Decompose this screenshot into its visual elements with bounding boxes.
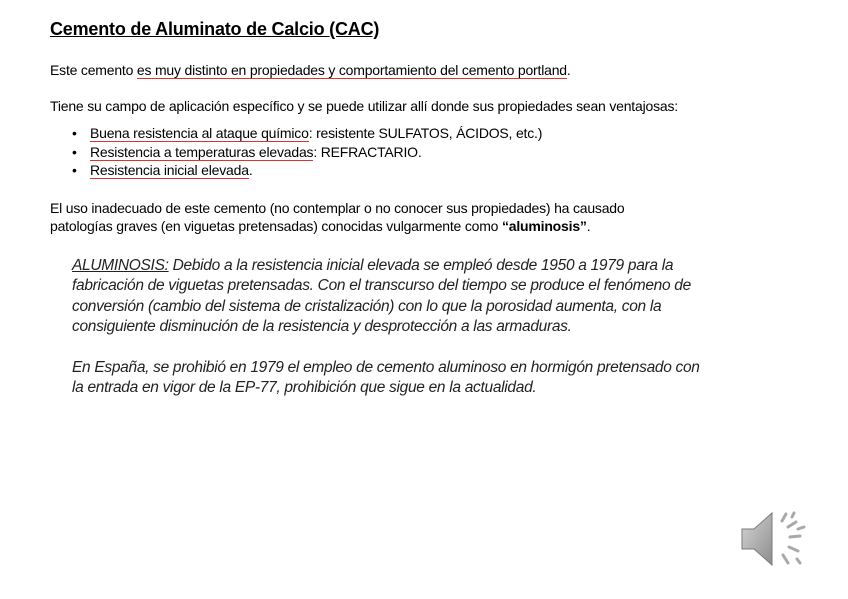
list-item-highlight: Buena resistencia al ataque químico [90,125,309,141]
spain-line-2: la entrada en vigor de la EP-77, prohibición que sigue en la actualidad. [72,379,537,397]
misuse-line-2-suffix: . [586,218,591,234]
aluminosis-line-1 [72,256,691,276]
list-item-text: : resistente SULFATOS, ÁCIDOS, etc.) [308,125,543,141]
slide-title: Cemento de Aluminato de Calcio (CAC) [50,19,380,39]
speaker-icon[interactable] [736,507,810,571]
list-item [72,124,542,143]
bullet-icon: • [72,125,77,141]
aluminosis-label: ALUMINOSIS: [72,257,169,274]
aluminosis-line-1-text: Debido a la resistencia inicial elevada se empleó desde 1950 a 1979 para la [168,257,674,274]
spain-line-1: En España, se prohibió en 1979 el empleo de cemento aluminoso en hormigón pretensado con [72,359,700,376]
intro-suffix: . [566,62,571,78]
list-item-highlight: Resistencia a temperaturas elevadas [90,143,314,160]
spain-note [72,358,700,399]
aluminosis-line-4: consiguiente disminución de la resistencia y desprotección a las armaduras. [72,317,572,335]
misuse-paragraph [50,199,624,235]
intro-prefix: Este cemento [50,62,137,78]
aluminosis-note [72,256,691,337]
aluminosis-line-3: conversión (cambio del sistema de cristalización) con lo que la porosidad aumenta, con la [72,297,662,315]
intro-paragraph [50,61,571,79]
misuse-line-2 [50,217,624,235]
list-item-highlight: Resistencia inicial elevada [90,162,249,178]
list-item [72,143,542,162]
properties-list [72,124,542,180]
aluminosis-term: “aluminosis” [501,218,587,234]
list-item-text: : REFRACTARIO. [313,143,422,160]
list-item [72,161,542,180]
list-item-text: . [248,162,253,178]
aluminosis-line-2: fabricación de viguetas pretensadas. Con el transcurso del tiempo se produce el fenómeno de [72,277,691,295]
intro-highlight: es muy distinto en propiedades y comportamiento del cemento portland [136,62,567,78]
bullet-icon: • [72,162,77,178]
misuse-line-1: El uso inadecuado de este cemento (no contemplar o no conocer sus propiedades) ha causado [50,200,625,216]
application-paragraph: Tiene su campo de aplicación específico y se puede utilizar allí donde sus propiedades sean ventajosas: [50,98,678,114]
misuse-line-2-text: patologías graves (en viguetas pretensadas) conocidas vulgarmente como [50,218,502,234]
bullet-icon: • [72,143,77,160]
